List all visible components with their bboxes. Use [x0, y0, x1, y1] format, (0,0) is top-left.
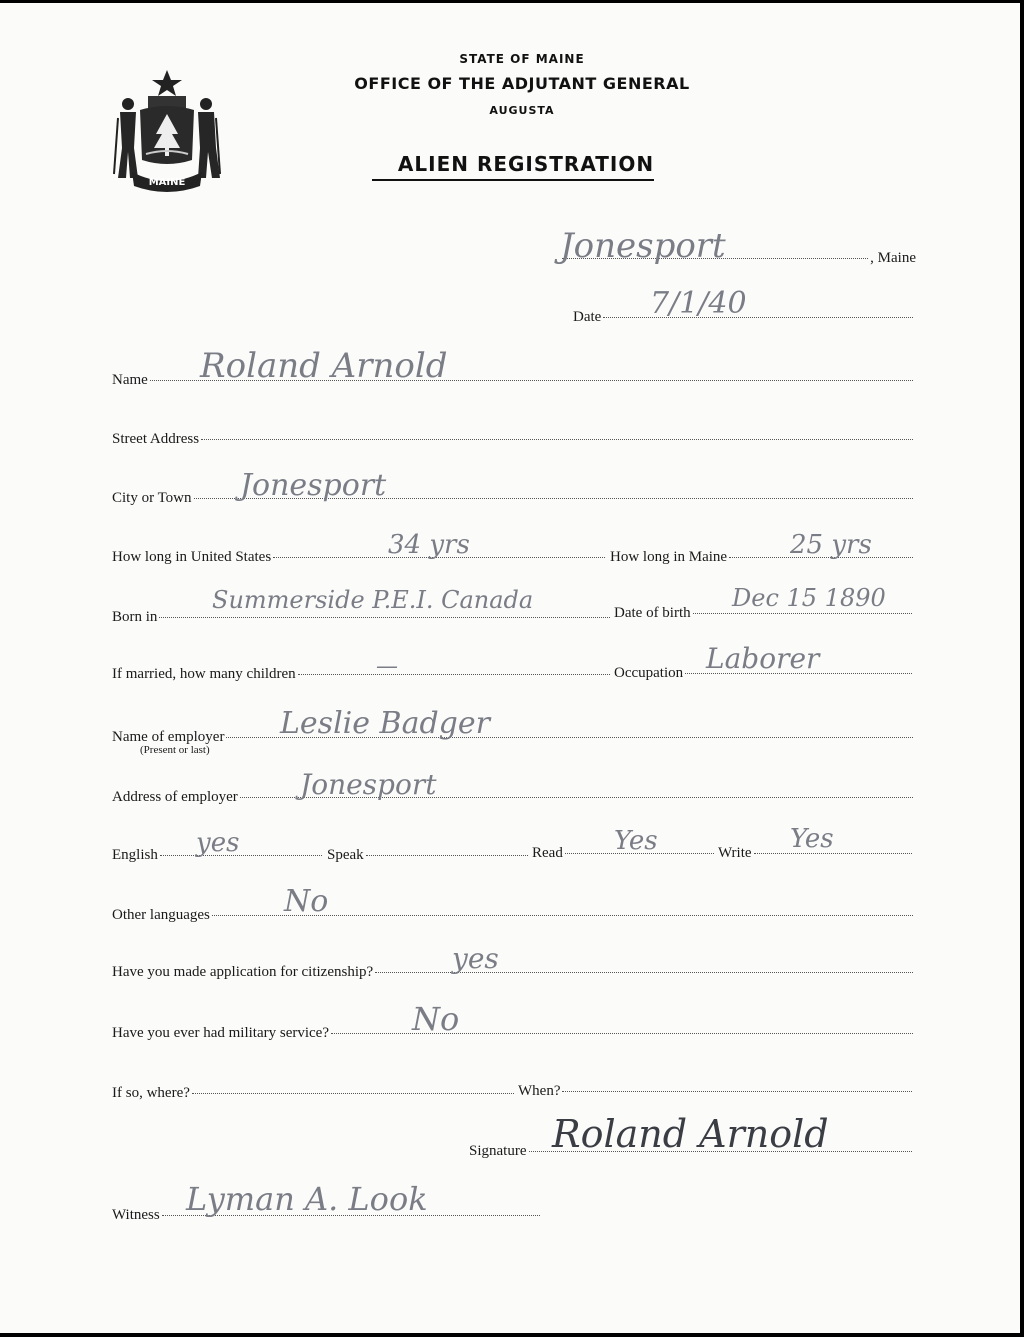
read-value: Yes: [614, 826, 658, 856]
city-row: [112, 490, 915, 507]
when-row: [518, 1083, 914, 1100]
if-so-where-line[interactable]: [192, 1093, 514, 1094]
name-value: Roland Arnold: [200, 346, 448, 386]
occupation-label: Occupation: [614, 665, 684, 681]
date-label: Date: [573, 309, 602, 325]
if-so-where-row: [112, 1085, 516, 1102]
date-of-birth-line[interactable]: [693, 613, 912, 614]
employer-sublabel: (Present or last): [140, 744, 210, 756]
seal-banner-text: MAINE: [148, 177, 186, 188]
signature-value: Roland Arnold: [552, 1112, 829, 1156]
if-so-where-label: If so, where?: [112, 1085, 190, 1101]
speak-label: Speak: [327, 847, 364, 863]
speak-line[interactable]: [366, 855, 528, 856]
other-languages-row: [112, 907, 915, 924]
military-row: [112, 1025, 915, 1042]
employer-label: Name of employer: [112, 729, 225, 745]
citizenship-row: [112, 964, 915, 981]
citizenship-value: yes: [452, 942, 499, 975]
children-line[interactable]: [298, 674, 610, 675]
name-label: Name: [112, 372, 148, 388]
street-address-row: [112, 431, 915, 448]
other-languages-label: Other languages: [112, 907, 210, 923]
header-state: STATE OF MAINE: [459, 52, 585, 66]
occupation-value: Laborer: [706, 642, 820, 675]
born-in-line[interactable]: [159, 617, 610, 618]
header-city: AUGUSTA: [489, 104, 555, 117]
employer-address-value: Jonesport: [300, 768, 437, 801]
how-long-us-value: 34 yrs: [388, 530, 470, 560]
street-address-label: Street Address: [112, 431, 200, 447]
other-languages-value: No: [284, 884, 329, 919]
english-line[interactable]: [160, 855, 322, 856]
title-underline: [372, 179, 654, 181]
header-office: OFFICE OF THE ADJUTANT GENERAL: [354, 74, 690, 93]
when-label: When?: [518, 1083, 561, 1099]
date-of-birth-value: Dec 15 1890: [732, 584, 886, 612]
born-in-value: Summerside P.E.I. Canada: [212, 586, 534, 614]
employer-value: Leslie Badger: [280, 706, 490, 741]
employer-row: [112, 729, 915, 746]
employer-address-label: Address of employer: [112, 789, 238, 805]
children-label: If married, how many children: [112, 666, 296, 682]
scan-edge-bottom: [0, 1333, 1024, 1337]
how-long-maine-value: 25 yrs: [790, 530, 872, 560]
location-handwritten: Jonesport: [560, 226, 726, 266]
city-label: City or Town: [112, 490, 192, 506]
when-line[interactable]: [562, 1091, 912, 1092]
how-long-us-row: [112, 549, 607, 566]
date-value: 7/1/40: [650, 286, 747, 321]
how-long-us-label: How long in United States: [112, 549, 272, 565]
children-value: —: [376, 654, 398, 679]
location-suffix: , Maine: [870, 250, 916, 266]
citizenship-label: Have you made application for citizenship?: [112, 964, 374, 980]
write-value: Yes: [790, 824, 834, 854]
born-in-label: Born in: [112, 609, 158, 625]
form-title: ALIEN REGISTRATION: [397, 152, 655, 176]
employer-address-row: [112, 789, 915, 806]
how-long-maine-label: How long in Maine: [610, 549, 728, 565]
military-label: Have you ever had military service?: [112, 1025, 329, 1041]
signature-label: Signature: [469, 1143, 527, 1159]
date-of-birth-label: Date of birth: [614, 605, 691, 621]
read-label: Read: [532, 845, 563, 861]
english-value: yes: [196, 828, 240, 858]
military-value: No: [412, 1000, 460, 1038]
scan-edge-top: [0, 0, 1024, 3]
speak-row: [327, 847, 530, 864]
witness-value: Lyman A. Look: [186, 1180, 428, 1218]
write-label: Write: [718, 845, 752, 861]
witness-label: Witness: [112, 1207, 160, 1223]
city-value: Jonesport: [240, 468, 387, 503]
street-address-line[interactable]: [201, 439, 913, 440]
english-label: English: [112, 847, 158, 863]
scan-edge-right: [1020, 0, 1024, 1337]
children-row: [112, 666, 612, 683]
